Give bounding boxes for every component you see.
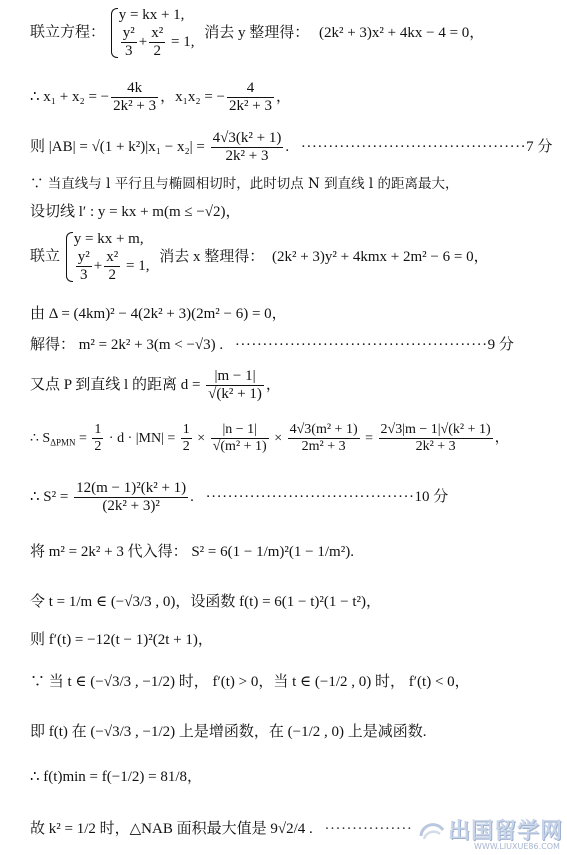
sum-fraction: $\frac{4k}{\text{2k² + 3}}$ xyxy=(113,80,157,115)
watermark-logo xyxy=(418,812,564,852)
product-fraction: $\frac{4}{\text{2k² + 3}}$ xyxy=(229,80,272,115)
watermark-name: 出国留学网 xyxy=(448,819,564,844)
vieta-line: ∴ x₁ + x₂ = − $\frac{4k}{\text{2k² + 3}}$ ，x₁x₂ = − $\frac{4}{\text{2k² + 3}}$ ， xyxy=(30,80,291,115)
chord-length-line: 则 |AB| = √(1 + k²)|x₁ − x₂| = $\frac{\text{4√3(k² + 1)}}{\text{2k² + 3}}$ . ·········································7 分 xyxy=(30,130,553,165)
score-10: 10 分 xyxy=(414,489,449,506)
max-value-line: ∴ f(t)min = f(−1/2) = 81/8， xyxy=(30,769,202,785)
system-label: 联立方程： xyxy=(30,24,106,41)
globe-icon xyxy=(418,816,446,844)
monotonic-reasoning-line: ∵ 当 t ∈ (−√3/3 , −1/2) 时， f′(t) > 0，当 t ∈ (−1/2 , 0) 时， f′(t) < 0， xyxy=(30,674,470,690)
distance-fraction: $\frac{|m - 1|}{\text{√(k² + 1)}}$ xyxy=(208,368,262,403)
final-answer-line: 故 k² = 1/2 时，△NAB 面积最大值是 9√2/4 . ················ xyxy=(30,821,413,837)
distance-line: 又点 P 到直线 l 的距离 d = $\frac{|m - 1|}{\text{√(k² + 1)}}$ ， xyxy=(30,368,281,403)
system-eq2: $\frac{\text{y²}}{3}$ + $\frac{\text{x²}}{2}$ = 1, xyxy=(122,24,195,59)
watermark-url: WWW.LIUXUE86.COM xyxy=(474,842,560,851)
substitute-line: 将 m² = 2k² + 3 代入得： S² = 6(1 − 1/m)²(1 − 1/m²). xyxy=(30,544,354,560)
eliminate-text: 消去 y 整理得： xyxy=(204,24,310,41)
discriminant-line: 由 Δ = (4km)² − 4(2k² + 3)(2m² − 6) = 0， xyxy=(30,306,287,322)
monotonic-conclusion-line: 即 f(t) 在 (−√3/3 , −1/2) 上是增函数，在 (−1/2 , 0) 上是减函数. xyxy=(30,724,427,740)
solve-m-line: 解得： m² = 2k² + 3(m < −√3) . ··············································9 分 xyxy=(30,337,514,353)
score-9: 9 分 xyxy=(487,337,514,353)
system-brace xyxy=(109,6,195,60)
derivative-line: 则 f′(t) = −12(t − 1)²(2t + 1)， xyxy=(30,632,213,648)
score-7: 7 分 xyxy=(526,139,553,156)
tangent-line: 设切线 l′ : y = kx + m(m ≤ −√2)， xyxy=(30,204,241,220)
area-squared-line: ∴ S² = $\frac{\text{12(m − 1)²(k² + 1)}}{\text{(2k² + 3)²}}$ . ······································10 分 xyxy=(30,480,449,515)
quadratic-x: (2k² + 3)x² + 4kx − 4 = 0， xyxy=(318,24,485,41)
equation-system-2: 联立 y = kx + m, $\frac{\text{y²}}{3}$ + $\frac{\text{x²}}{2}$ = 1, 消去 x 整理得： (2k² + 3)y² + 4kmx + 2m² − 6 = 0， xyxy=(30,231,489,283)
ab-fraction: $\frac{\text{4√3(k² + 1)}}{\text{2k² + 3}}$ xyxy=(212,130,282,165)
define-function-line: 令 t = 1/m ∈ (−√3/3 , 0)，设函数 f(t) = 6(1 − t)²(1 − t²)， xyxy=(30,594,382,610)
equation-system-1 xyxy=(30,6,484,60)
system-eq1: y = kx + 1, xyxy=(118,7,185,23)
area-line: ∴ $S_{\Delta PMN}$ = $\frac{1}{2}$ · d · |MN| = $\frac{1}{2}$ × $\frac{|n - 1|}{\text{√(m² + 1)}}$ × $\frac{\text{4√3(m² + 1)}}{\text{2m² + 3}}$ = $\frac{\text{2√3|m − 1|√(k² + 1)}}{\text{2k² + 3}}$ ， xyxy=(30,422,509,455)
area-squared-fraction: $\frac{\text{12(m − 1)²(k² + 1)}}{\text{(2k² + 3)²}}$ xyxy=(76,480,187,515)
system-brace-2: y = kx + m, $\frac{\text{y²}}{3}$ + $\frac{\text{x²}}{2}$ = 1, xyxy=(64,230,150,284)
tangent-reasoning: ∵ 当直线与 l 平行且与椭圆相切时，此时切点 N 到直线 l 的距离最大， xyxy=(30,176,459,192)
